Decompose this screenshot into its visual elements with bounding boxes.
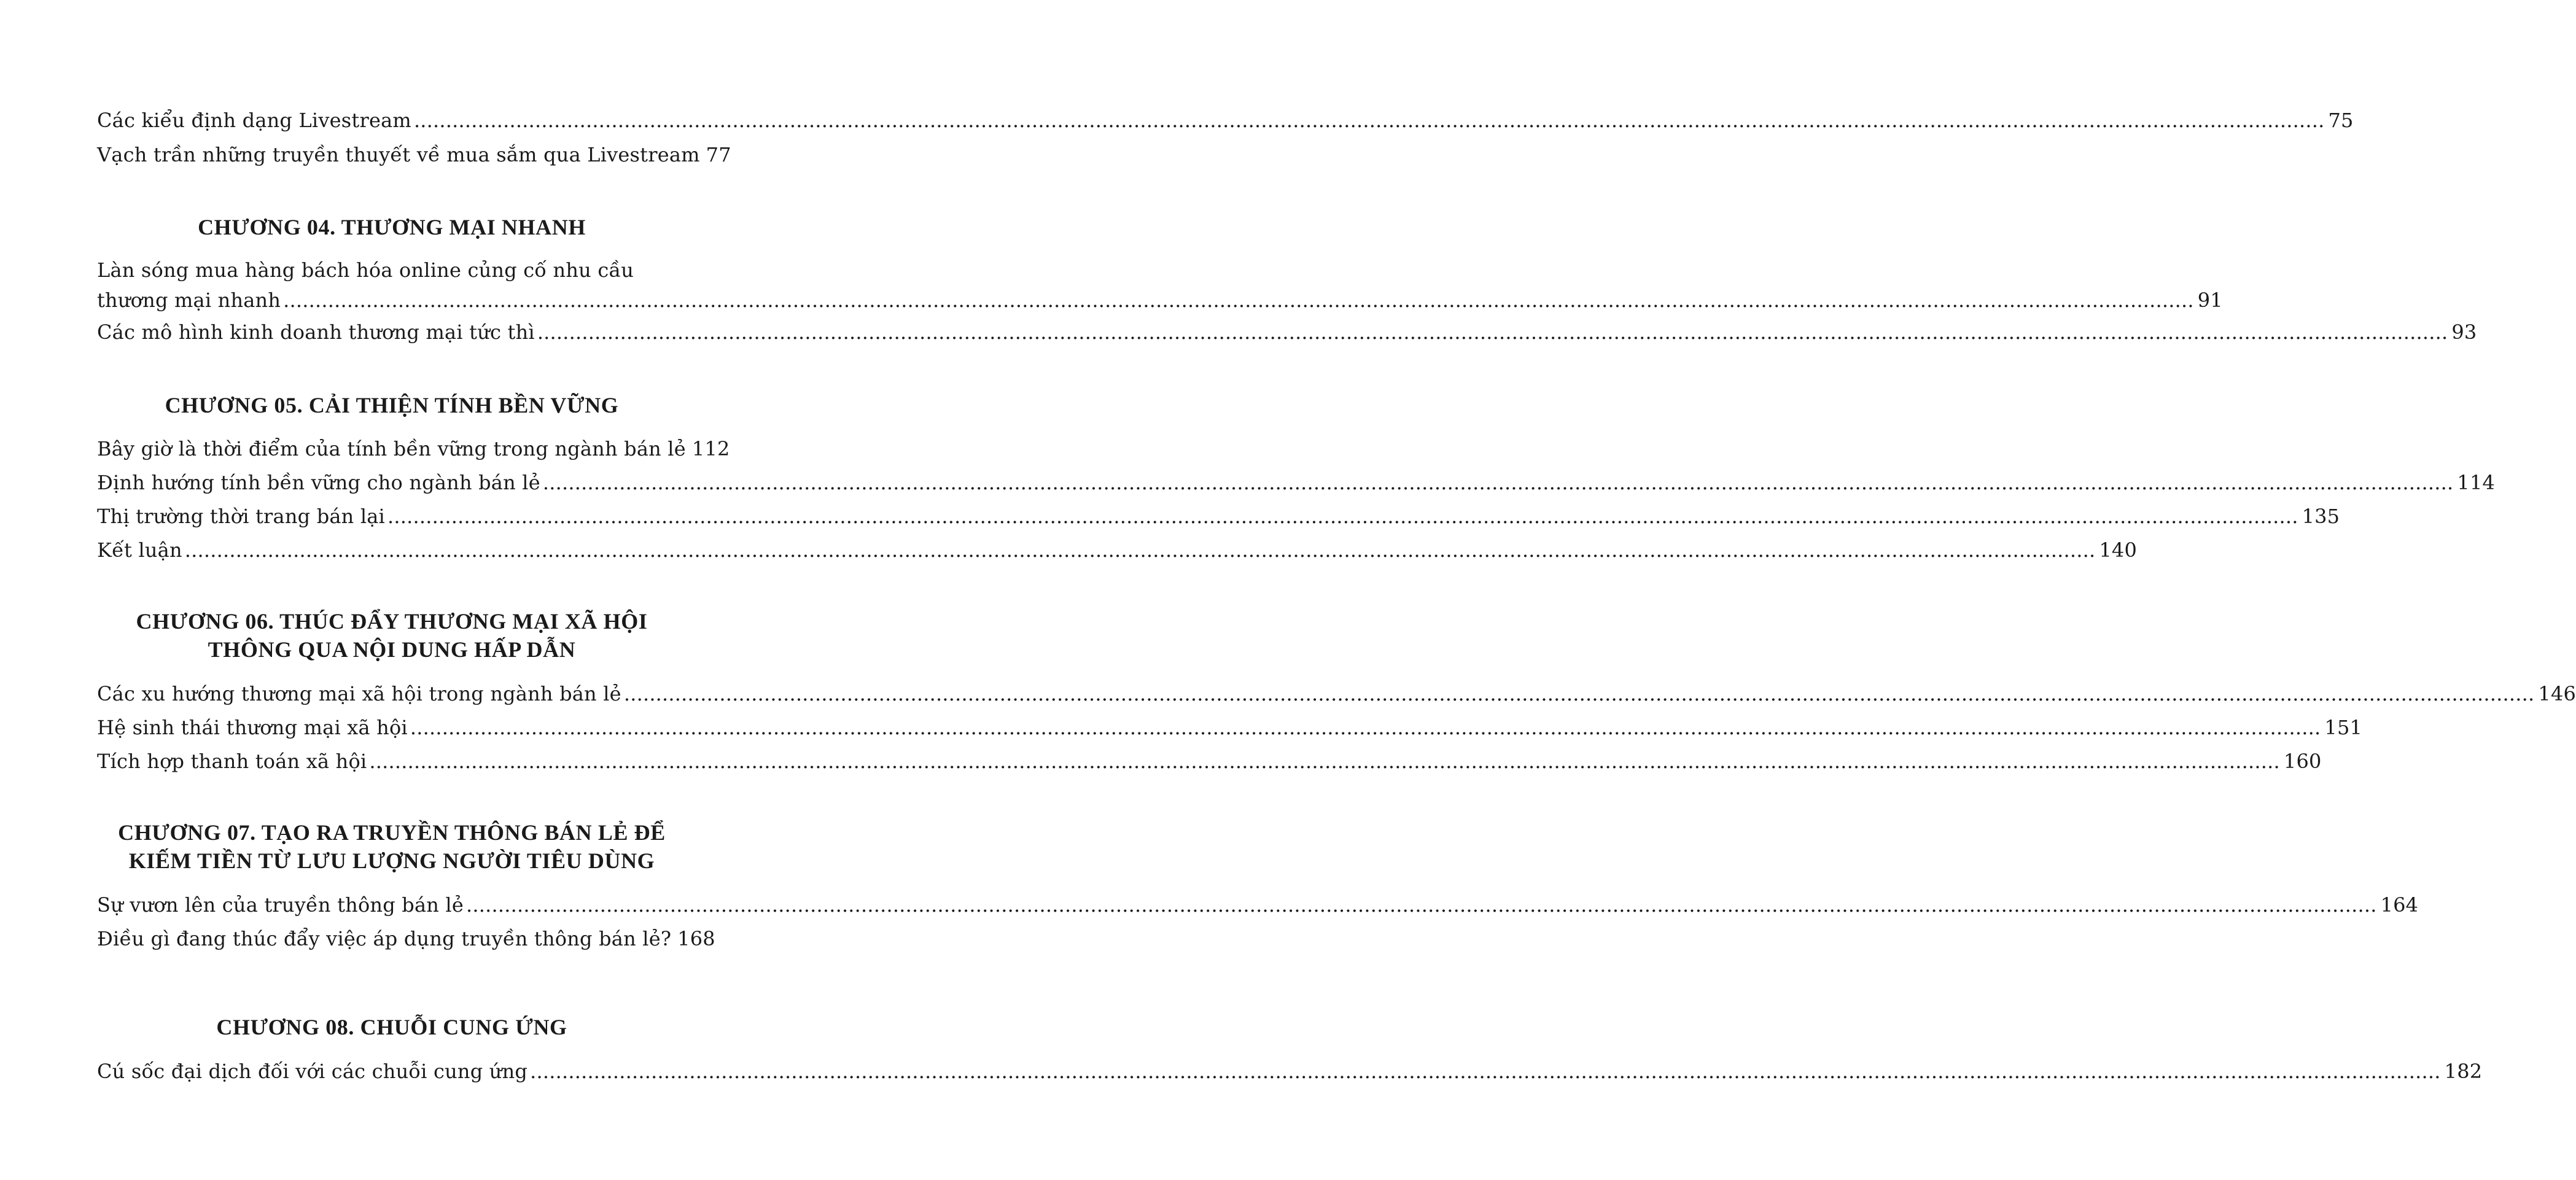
toc-entry-title: Hệ sinh thái thương mại xã hội [97, 716, 408, 739]
toc-entry-page: 160 [2283, 750, 2322, 773]
dot-leader: ............................................................................................................................................................................................................................................................................................................ [369, 750, 2280, 773]
toc-entry [97, 320, 2477, 344]
toc-entry-page: 168 [677, 927, 715, 950]
dot-leader: ............................................................................................................................................................................................................................................................................................................ [537, 320, 2448, 344]
toc-entry-page: 164 [2380, 893, 2419, 917]
toc-entry-title: Bây giờ là thời điểm của tính bền vững trong ngành bán lẻ [97, 437, 686, 460]
toc-entry-title: Định hướng tính bền vững cho ngành bán lẻ [97, 471, 540, 494]
toc-entry [97, 715, 2363, 740]
toc-entry [97, 504, 2340, 529]
chapter-heading [0, 213, 784, 241]
toc-entry-page: 75 [2328, 109, 2354, 132]
toc-entry [97, 926, 715, 951]
toc-entry-title: Các xu hướng thương mại xã hội trong ngành bán lẻ [97, 682, 621, 705]
dot-leader: ............................................................................................................................................................................................................................................................................................................ [387, 505, 2298, 528]
chapter-heading [0, 391, 784, 419]
toc-entry [97, 470, 2496, 495]
toc-entry-page: 114 [2457, 471, 2496, 494]
toc-entry-title: Cú sốc đại dịch đối với các chuỗi cung ứng [97, 1060, 528, 1083]
toc-entry [97, 142, 731, 167]
toc-entry [97, 258, 2223, 312]
toc-entry-page: 93 [2451, 320, 2477, 344]
chapter-title-second-line: KIẾM TIỀN TỪ LƯU LƯỢNG NGƯỜI TIÊU DÙNG [128, 848, 655, 873]
dot-leader: ............................................................................................................................................................................................................................................................................................................ [466, 893, 2377, 917]
dot-leader: ............................................................................................................................................................................................................................................................................................................ [283, 289, 2194, 312]
chapter-heading [0, 607, 784, 664]
toc-entry [97, 108, 2354, 133]
toc-entry-page: 112 [691, 437, 730, 460]
chapter-title: CHƯƠNG 05. CẢI THIỆN TÍNH BỀN VỮNG [165, 393, 619, 417]
toc-entry-title-first-line: Làn sóng mua hàng bách hóa online củng cố nhu cầu [97, 258, 634, 282]
dot-leader: ............................................................................................................................................................................................................................................................................................................ [184, 538, 2096, 562]
toc-entry-page: 91 [2197, 289, 2223, 312]
dot-leader: ............................................................................................................................................................................................................................................................................................................ [410, 716, 2321, 739]
toc-entry-title: Các mô hình kinh doanh thương mại tức thì [97, 320, 535, 344]
toc-entry-title: Sự vươn lên của truyền thông bán lẻ [97, 893, 464, 917]
dot-leader: ............................................................................................................................................................................................................................................................................................................ [530, 1060, 2441, 1083]
dot-leader: ............................................................................................................................................................................................................................................................................................................ [413, 109, 2325, 132]
toc-entry-title: Thị trường thời trang bán lại [97, 505, 385, 528]
toc-entry-title: Kết luận [97, 538, 182, 562]
toc-entry-title: Điều gì đang thúc đẩy việc áp dụng truyền thông bán lẻ? [97, 927, 672, 950]
toc-entry-title: thương mại nhanh [97, 289, 281, 312]
toc-entry-title: Các kiểu định dạng Livestream [97, 109, 411, 132]
toc-entry [97, 437, 730, 461]
chapter-title: CHƯƠNG 06. THÚC ĐẨY THƯƠNG MẠI XÃ HỘI [136, 609, 648, 634]
toc-entry-page: 146 [2538, 682, 2576, 705]
chapter-title: CHƯƠNG 07. TẠO RA TRUYỀN THÔNG BÁN LẺ ĐỂ [118, 820, 666, 845]
dot-leader: ............................................................................................................................................................................................................................................................................................................ [623, 682, 2535, 705]
toc-entry-title: Tích hợp thanh toán xã hội [97, 750, 367, 773]
toc-entry [97, 1059, 2483, 1084]
chapter-title: CHƯƠNG 04. THƯƠNG MẠI NHANH [198, 215, 586, 239]
dot-leader: ............................................................................................................................................................................................................................................................................................................ [542, 471, 2454, 494]
toc-entry [97, 538, 2138, 562]
chapter-heading [0, 818, 784, 875]
toc-entry-title: Vạch trần những truyền thuyết về mua sắm qua Livestream [97, 143, 700, 166]
chapter-title: CHƯƠNG 08. CHUỖI CUNG ỨNG [216, 1015, 567, 1039]
toc-entry-page: 151 [2324, 716, 2363, 739]
toc-entry-page: 77 [706, 143, 731, 166]
chapter-heading [0, 1013, 784, 1041]
toc-entry-page: 135 [2302, 505, 2340, 528]
toc-entry [97, 681, 2576, 706]
chapter-title-second-line: THÔNG QUA NỘI DUNG HẤP DẪN [208, 637, 576, 662]
toc-entry-page: 140 [2099, 538, 2138, 562]
toc-entry [97, 893, 2419, 917]
toc-entry [97, 749, 2322, 774]
toc-entry-page: 182 [2444, 1060, 2483, 1083]
